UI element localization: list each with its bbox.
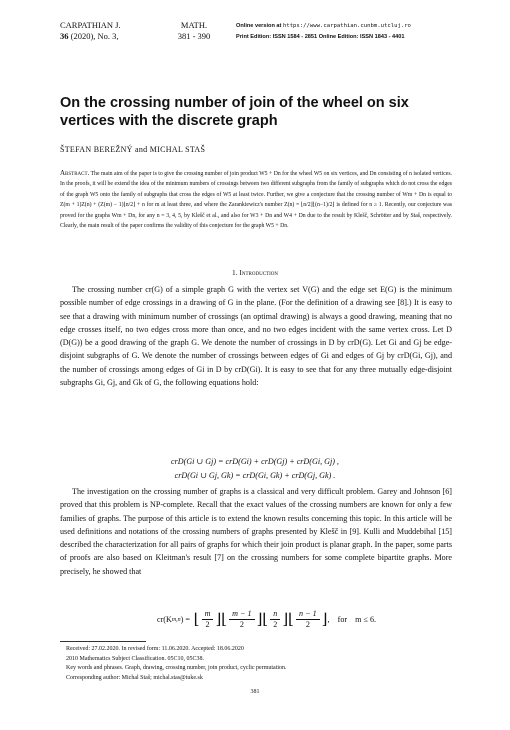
journal-volume: 36 (2020), No. 3, (60, 31, 119, 41)
page-range: 381 - 390 (177, 31, 211, 41)
second-paragraph (60, 485, 452, 578)
kleitman-equation: cr(K m,n ) = ⌊ $\frac{m}{2}$ ⌋⌊ $\frac{m - 1}{2}$ ⌋⌊ $\frac{n}{2}$ ⌋⌊ $\frac{n - 1}{2}$ ⌋ , for m ≤ 6. (157, 609, 377, 629)
abstract-label: Abstract. (60, 169, 90, 177)
subject-label: MATH. (180, 20, 208, 30)
journal-url[interactable]: https://www.carpathian.cunbm.utcluj.ro (282, 23, 411, 29)
online-version: Online version at https://www.carpathian.cunbm.utcluj.ro (236, 23, 411, 29)
online-info (236, 21, 411, 42)
intro-paragraph (60, 283, 452, 389)
second-text: The investigation on the crossing number of graphs is a classical and very difficult problem. Garey and Johnson [6] proved that this problem is NP-complete. Recall that the exact values of the crossing numbers are known for only a few families of graphs. The purpose of this article is to extend the known results concerning this topic. In this article will be used definitions and notations of the crossing numbers of graphs presented by Klešč in [9]. Kulli and Muddebihal [15] described the characterization for all pairs of graphs for which their join product is planar graph. In the paper, some parts of proofs are also based on Kleitman's result [7] on the crossing numbers for some complete bipartite graphs. More precisely, he showed that (60, 487, 452, 576)
intro-text: The crossing number cr(G) of a simple graph G with the vertex set V(G) and the edge set E(G) is the minimum possible number of edge crossings in a drawing of G in the plane. (For the definition of a drawing see [8].) It is easy to see that a drawing with minimum number of crossings (an optimal drawing) is always a good drawing, meaning that no edge crosses itself, no two edges cross more than once, and no two edges incident with the same vertex cross. Let D (D(G)) be a good drawing of the graph G. We denote the number of crossings in D by crD(G). Let Gi and Gj be edge-disjoint subgraphs of G. We denote the number of crossings between edges of Gi and edges of Gj by crD(Gi, Gj), and the number of crossings among edges of Gi in D by crD(Gi). It is easy to see that for any three mutually edge-disjoint subgraphs Gi, Gj, and Gk of G, the following equations hold: (60, 285, 452, 388)
equation-union: crD(Gi ∪ Gj) = crD(Gi) + crD(Gj) + crD(Gi, Gj) , (171, 457, 339, 466)
footnote-keywords: Key words and phrases. Graph, drawing, crossing number, join product, cyclic permutation. (66, 665, 287, 672)
equations-block (0, 455, 510, 483)
page-number: 381 (250, 689, 260, 695)
paper-authors: ŠTEFAN BEREŽNÝ and MICHAL STAŠ (60, 145, 206, 154)
section-heading: 1. Introduction (232, 268, 278, 277)
journal-name: CARPATHIAN J. (60, 20, 121, 30)
footnote-received: Received: 27.02.2020. In revised form: 11.06.2020. Accepted: 18.06.2020 (66, 646, 244, 652)
footnotes (66, 645, 452, 683)
footnote-msc: 2010 Mathematics Subject Classification. 05C10, 05C38. (66, 655, 204, 662)
journal-info (60, 20, 150, 42)
footnote-rule (60, 641, 146, 642)
paper-title: On the crossing number of join of the wheel on six vertices with the discrete graph (60, 95, 409, 129)
abstract (60, 168, 452, 231)
footnote-author: Corresponding author: Michal Staš; michal.stas@tuke.sk (66, 674, 203, 681)
abstract-text: The main aim of the paper is to give the crossing number of join product W5 + Dn for the wheel W5 on six vertices, and Dn consisting of n isolated vertices. In the proofs, it will be extend the idea of the minimum numbers of crossings between two different subgraphs from the family of subgraphs which do not cross the edges of the graph W5 onto the family of subgraphs that cross the edges of W5 at least twice. Further, we give a conjecture that the crossing number of Wm + Dn is equal to Z(m + 1)Z(n) + (Z(m) − 1)⌊n/2⌋ + n for m at least three, and where the Zarankiewicz's number Z(n) = ⌊n/2⌋⌊(n−1)/2⌋ is defined for n ≥ 1. Recently, our conjecture was proved for the graphs Wm + Dn, for any n = 3, 4, 5, by Klešč et al., and also for W3 + Dn and W4 + Dn due to the result by Klešč, Schrötter and by Staš, respectively. Clearly, the main result of the paper confirms the validity of this conjecture for the graph W5 + Dn. (60, 171, 452, 230)
equation-union-pair: crD(Gi ∪ Gj, Gk) = crD(Gi, Gk) + crD(Gj, Gk) . (174, 471, 336, 480)
issn-line: Print Edition: ISSN 1584 - 2851 Online Edition: ISSN 1843 - 4401 (236, 33, 405, 40)
journal-subject (164, 20, 224, 42)
journal-header (60, 20, 452, 60)
